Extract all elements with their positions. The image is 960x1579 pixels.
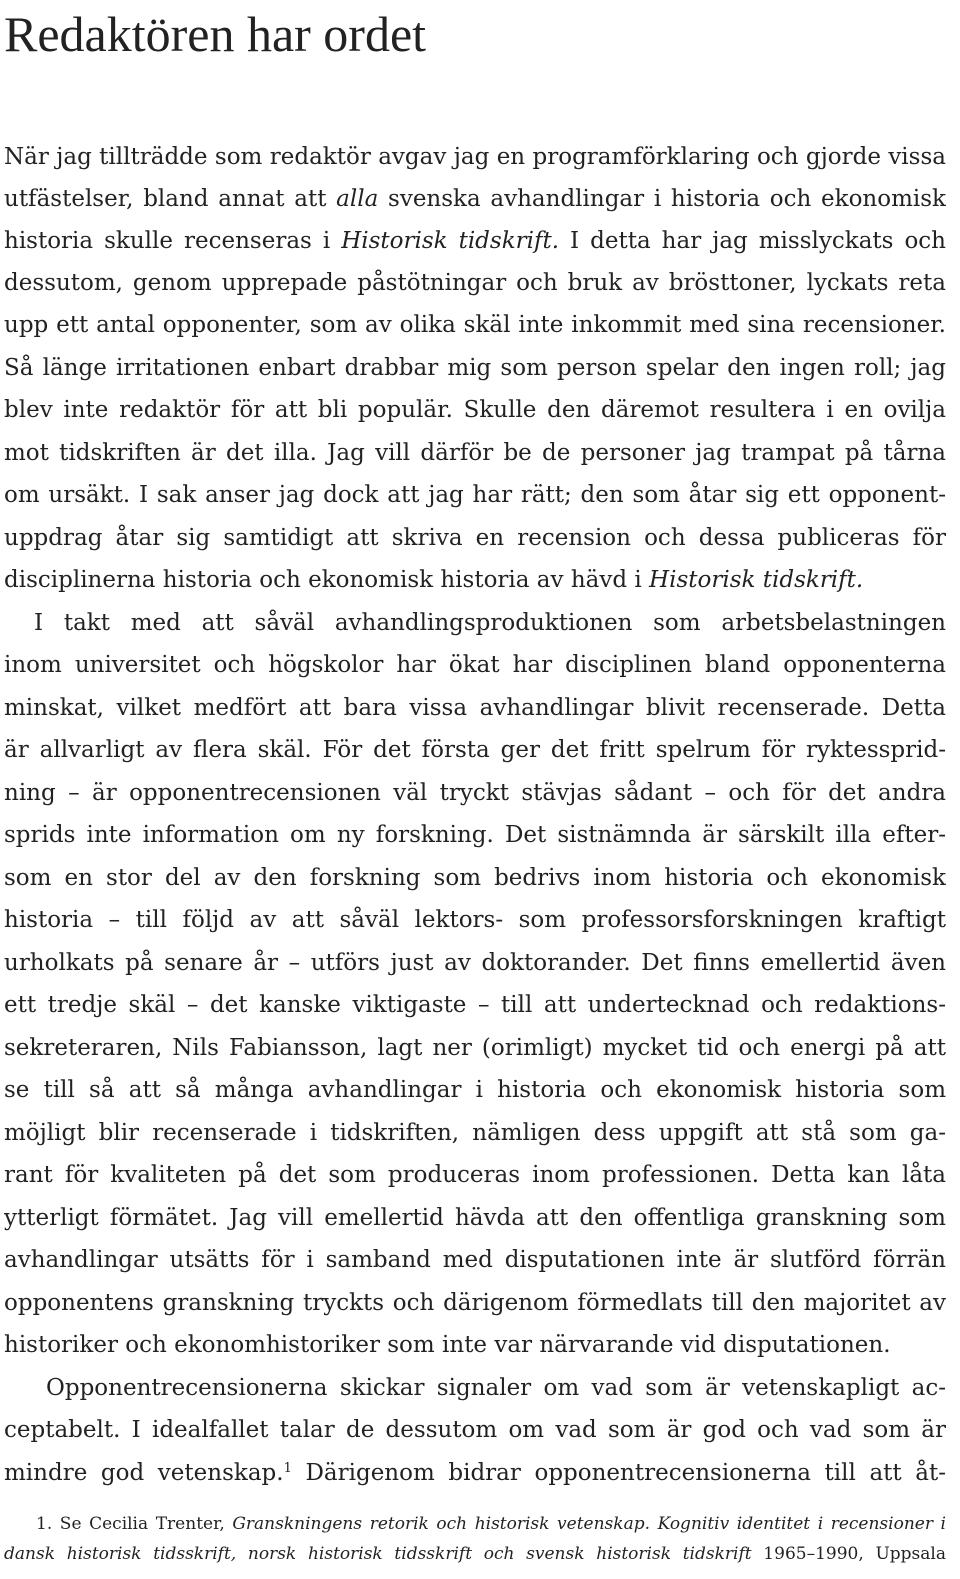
body-line: opponentens granskning tryckts och därigenom förmedlats till den majoritet av bbox=[4, 1290, 946, 1316]
body-line bbox=[4, 1452, 946, 1494]
cited-title-italic: Granskningens retorik och historisk vetenskap. Kognitiv identitet i recensioner i bbox=[232, 1514, 946, 1534]
text: mindre god vetenskap. bbox=[4, 1460, 284, 1486]
text: Därigenom bidrar opponentrecensionerna till att åt- bbox=[291, 1460, 946, 1486]
body-line: rant för kvaliteten på det som produceras inom professionen. Detta kan låta bbox=[4, 1162, 946, 1188]
body-line: urholkats på senare år – utförs just av doktorander. Det finns emellertid även bbox=[4, 950, 946, 976]
text: svenska avhandlingar i historia och ekonomisk bbox=[378, 186, 946, 212]
footnote-line bbox=[4, 1540, 946, 1568]
text: I detta har jag misslyckats och bbox=[559, 228, 946, 254]
text: historia skulle recenseras i bbox=[4, 228, 342, 254]
body-line: Så länge irritationen enbart drabbar mig som person spelar den ingen roll; jag bbox=[4, 355, 946, 381]
text: disciplinerna historia och ekonomisk historia av hävd i bbox=[4, 567, 650, 593]
body-line bbox=[4, 178, 946, 220]
body-line: upp ett antal opponenter, som av olika skäl inte inkommit med sina recensioner. bbox=[4, 312, 946, 338]
journal-title-italic: Historisk tidskrift. bbox=[341, 228, 560, 254]
body-line: mot tidskriften är det illa. Jag vill därför be de personer jag trampat på tårna bbox=[4, 440, 946, 466]
body-line: minskat, vilket medfört att bara vissa avhandlingar blivit recenserade. Detta bbox=[4, 695, 946, 721]
footnote-line bbox=[4, 1510, 946, 1538]
body-line: ceptabelt. I idealfallet talar de dessutom om vad som är god och vad som är bbox=[4, 1417, 946, 1443]
body-line: Opponentrecensionerna skickar signaler om vad som är vetenskapligt ac- bbox=[46, 1375, 946, 1401]
cited-title-italic: dansk historisk tidsskrift, norsk historisk tidsskrift och svensk historisk tidskrift bbox=[4, 1544, 752, 1564]
body-line: sprids inte information om ny forskning. Det sistnämnda är särskilt illa efter- bbox=[4, 822, 946, 848]
footnote-text: 1. Se Cecilia Trenter, bbox=[36, 1514, 233, 1534]
body-line: är allvarligt av flera skäl. För det första ger det fritt spelrum för ryktessprid- bbox=[4, 737, 946, 763]
body-line: ning – är opponentrecensionen väl tryckt stävjas sådant – och för det andra bbox=[4, 780, 946, 806]
body-line bbox=[4, 559, 946, 601]
body-line: ett tredje skäl – det kanske viktigaste – till att undertecknad och redaktions- bbox=[4, 992, 946, 1018]
italic-text: alla bbox=[336, 186, 379, 212]
page-title: Redaktören har ordet bbox=[4, 6, 427, 62]
body-line: som en stor del av den forskning som bedrivs inom historia och ekonomisk bbox=[4, 865, 946, 891]
body-line: ytterligt förmätet. Jag vill emellertid hävda att den offentliga granskning som bbox=[4, 1205, 946, 1231]
text: utfästelser, bland annat att bbox=[4, 186, 337, 212]
body-line bbox=[4, 220, 946, 262]
footnote-text: 1965–1990, Uppsala bbox=[751, 1544, 946, 1564]
body-line: möjligt blir recenserade i tidskriften, nämligen dess uppgift att stå som ga- bbox=[4, 1120, 946, 1146]
footnote-marker: 1 bbox=[283, 1461, 292, 1476]
body-line: I takt med att såväl avhandlingsproduktionen som arbetsbelastningen bbox=[34, 610, 946, 636]
journal-title-italic: Historisk tidskrift. bbox=[649, 567, 864, 593]
text: När jag tillträdde som redaktör avgav jag en programförklaring och gjorde vissa bbox=[4, 144, 946, 170]
body-line: avhandlingar utsätts för i samband med disputationen inte är slutförd förrän bbox=[4, 1247, 946, 1273]
body-line: dessutom, genom upprepade påstötningar och bruk av brösttoner, lyckats reta bbox=[4, 270, 946, 296]
body-line: inom universitet och högskolor har ökat har disciplinen bland opponenterna bbox=[4, 652, 946, 678]
body-line: blev inte redaktör för att bli populär. Skulle den däremot resultera i en ovilja bbox=[4, 397, 946, 423]
body-line: om ursäkt. I sak anser jag dock att jag har rätt; den som åtar sig ett opponent- bbox=[4, 482, 946, 508]
body-line bbox=[4, 136, 946, 178]
body-line: historia – till följd av att såväl lektors- som professorsforskningen kraftigt bbox=[4, 907, 946, 933]
body-line: uppdrag åtar sig samtidigt att skriva en recension och dessa publiceras för bbox=[4, 525, 946, 551]
body-line: sekreteraren, Nils Fabiansson, lagt ner (orimligt) mycket tid och energi på att bbox=[4, 1035, 946, 1061]
body-line: se till så att så många avhandlingar i historia och ekonomisk historia som bbox=[4, 1077, 946, 1103]
body-line: historiker och ekonomhistoriker som inte var närvarande vid disputationen. bbox=[4, 1332, 891, 1358]
